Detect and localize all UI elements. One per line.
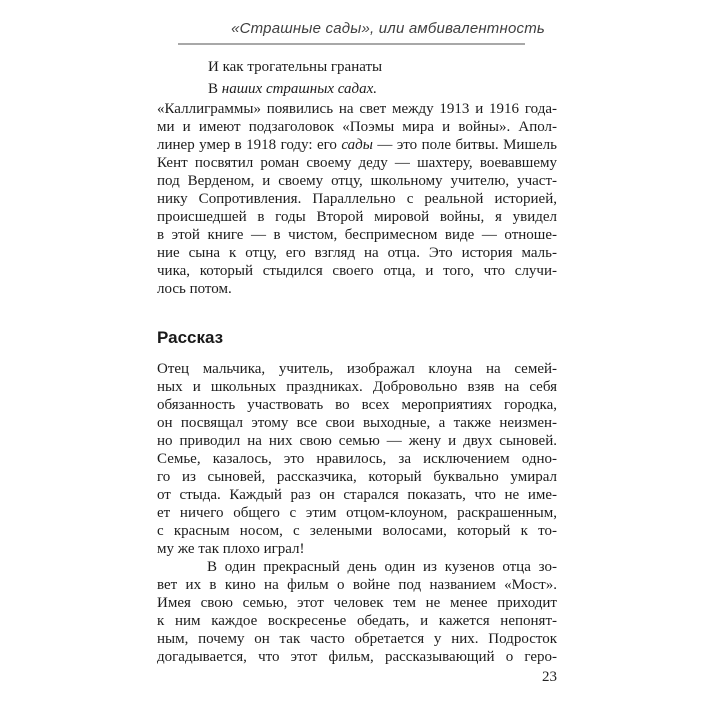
running-header: «Страшные сады», или амбивалентность — [231, 20, 545, 37]
epigraph: И как трогательны гранаты В наших страшных садах. — [208, 59, 383, 97]
section-heading: Рассказ — [157, 328, 224, 347]
page-number: 23 — [542, 669, 557, 685]
header-rule — [178, 43, 525, 45]
page-content — [157, 0, 557, 720]
story-paragraph-1: Отец мальчика, учитель, изображал клоуна на семей- ных и школьных праздниках. Добровольно взяв на себя обязанность участвовать во всех мероприятиях городка, он посвящал этому все свои выходные, а также неизмен- но приводил на них свою семью — жену и двух сыновей. Семье, казалось, это нравилось, за исключением одно- го из сыновей, рассказчика, который буквально умирал от стыда. Каждый раз он старался показать, что не име- ет ничего общего с этим отцом-клоуном, раскрашенным, с красным носом, с зелеными волосами, который к то- му же так плохо играл! — [157, 361, 557, 557]
story-paragraph-2: В один прекрасный день один из кузенов отца зо- вет их в кино на фильм о войне под названием «Мост». Имея свою семью, этот человек тем не менее приходит к ним каждое воскресенье обедать, и кажется непонят- ным, почему он так часто обретается у них. Подросток догадывается, что этот фильм, рассказывающий о геро- — [157, 559, 557, 665]
intro-paragraph: «Каллиграммы» появились на свет между 1913 и 1916 года- ми и имеют подзаголовок «Поэмы мира и войны». Апол- линер умер в 1918 году: его сады — это поле битвы. Мишель Кент посвятил роман своему деду — шахтеру, воевавшему под Верденом, и своему отцу, школьному учителю, участ- нику Сопротивления. Параллельно с реальной историей, происшедшей в годы Второй мировой войны, я увидел в этой книге — в чистом, беспримесном виде — отноше- ние сына к отцу, его взгляд на отца. Это история маль- чика, который стыдился своего отца, и того, что случи- лось потом. — [157, 101, 557, 297]
